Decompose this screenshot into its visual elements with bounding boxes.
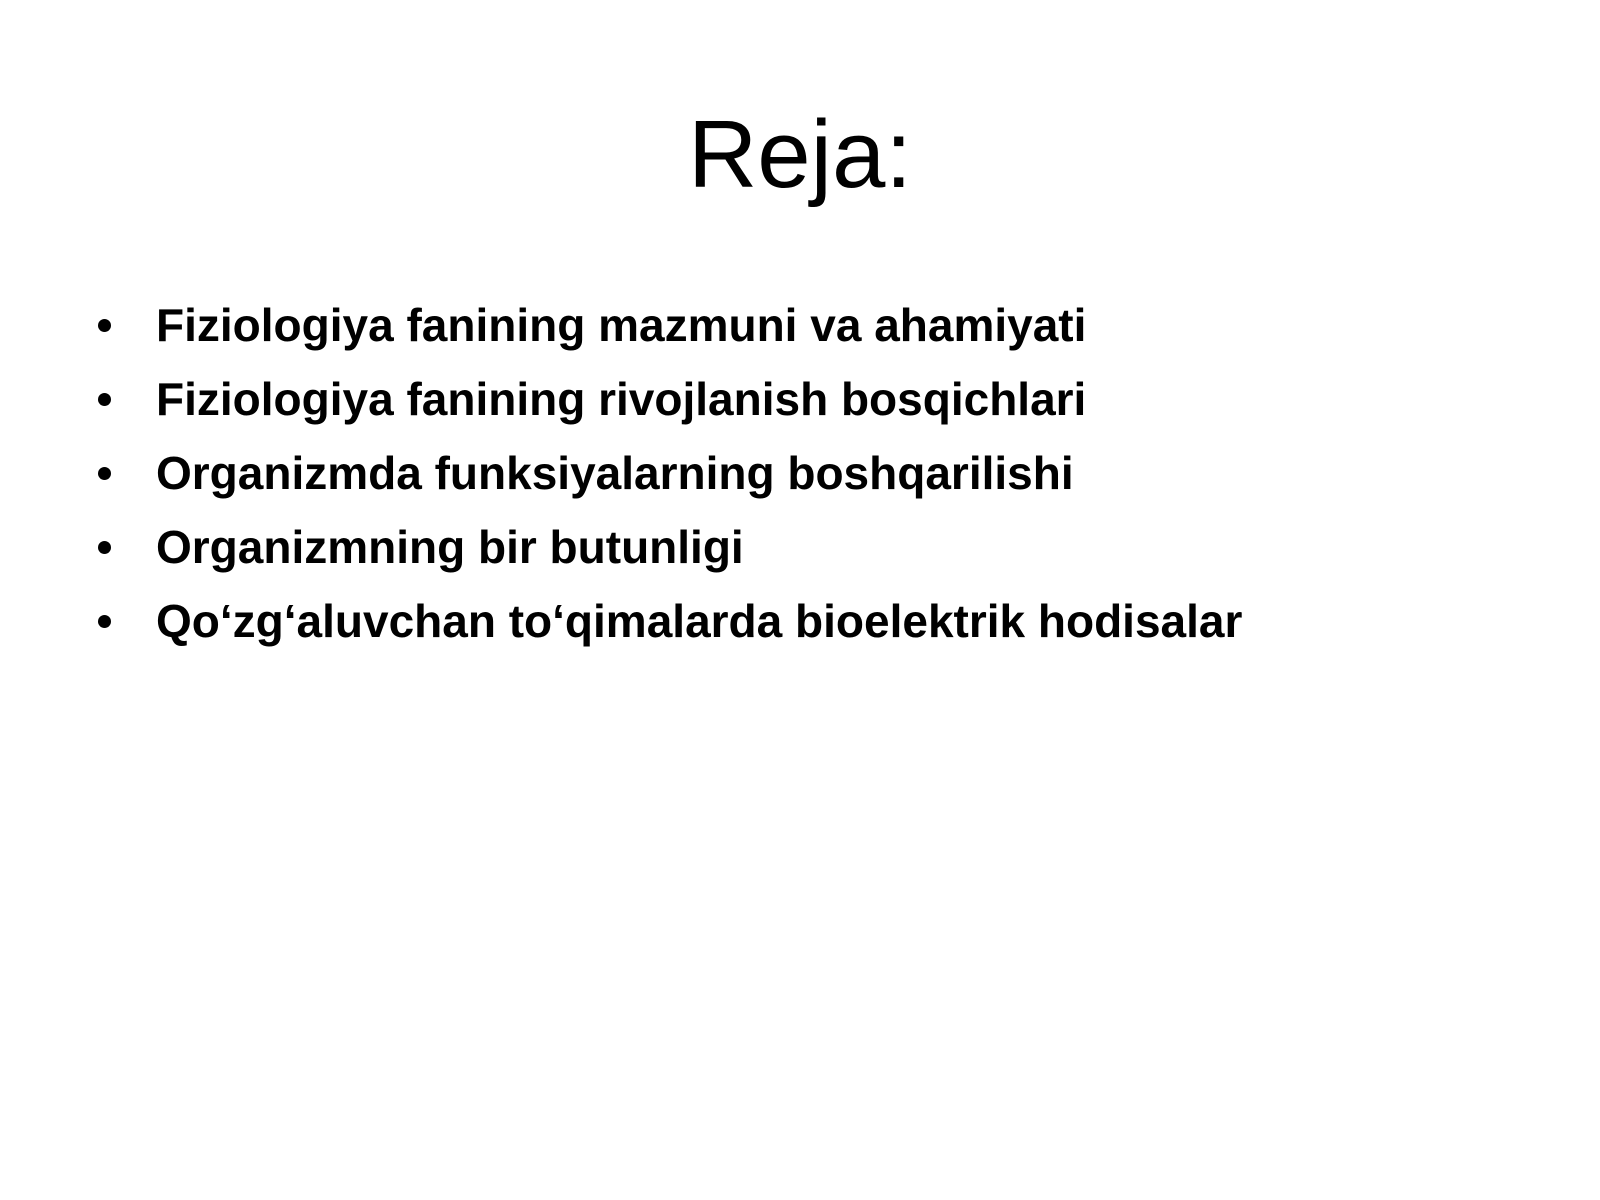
list-item-label: Organizmning bir butunligi	[156, 521, 744, 573]
list-item-label: Qo‘zg‘aluvchan to‘qimalarda bioelektrik hodisalar	[156, 595, 1243, 647]
list-item-label: Fiziologiya fanining rivojlanish bosqichlari	[156, 373, 1087, 425]
list-item	[92, 362, 1512, 436]
list-item-label: Fiziologiya fanining mazmuni va ahamiyati	[156, 299, 1087, 351]
bullet-icon	[98, 393, 111, 406]
bullet-icon	[98, 615, 111, 628]
plan-list	[92, 288, 1512, 658]
slide-title: Reja:	[687, 101, 913, 208]
bullet-icon	[98, 467, 111, 480]
list-item-label: Organizmda funksiyalarning boshqarilishi	[156, 447, 1074, 499]
bullet-icon	[98, 319, 111, 332]
list-item	[92, 584, 1512, 658]
list-item	[92, 288, 1512, 362]
list-item	[92, 510, 1512, 584]
bullet-icon	[98, 541, 111, 554]
list-item	[92, 436, 1512, 510]
